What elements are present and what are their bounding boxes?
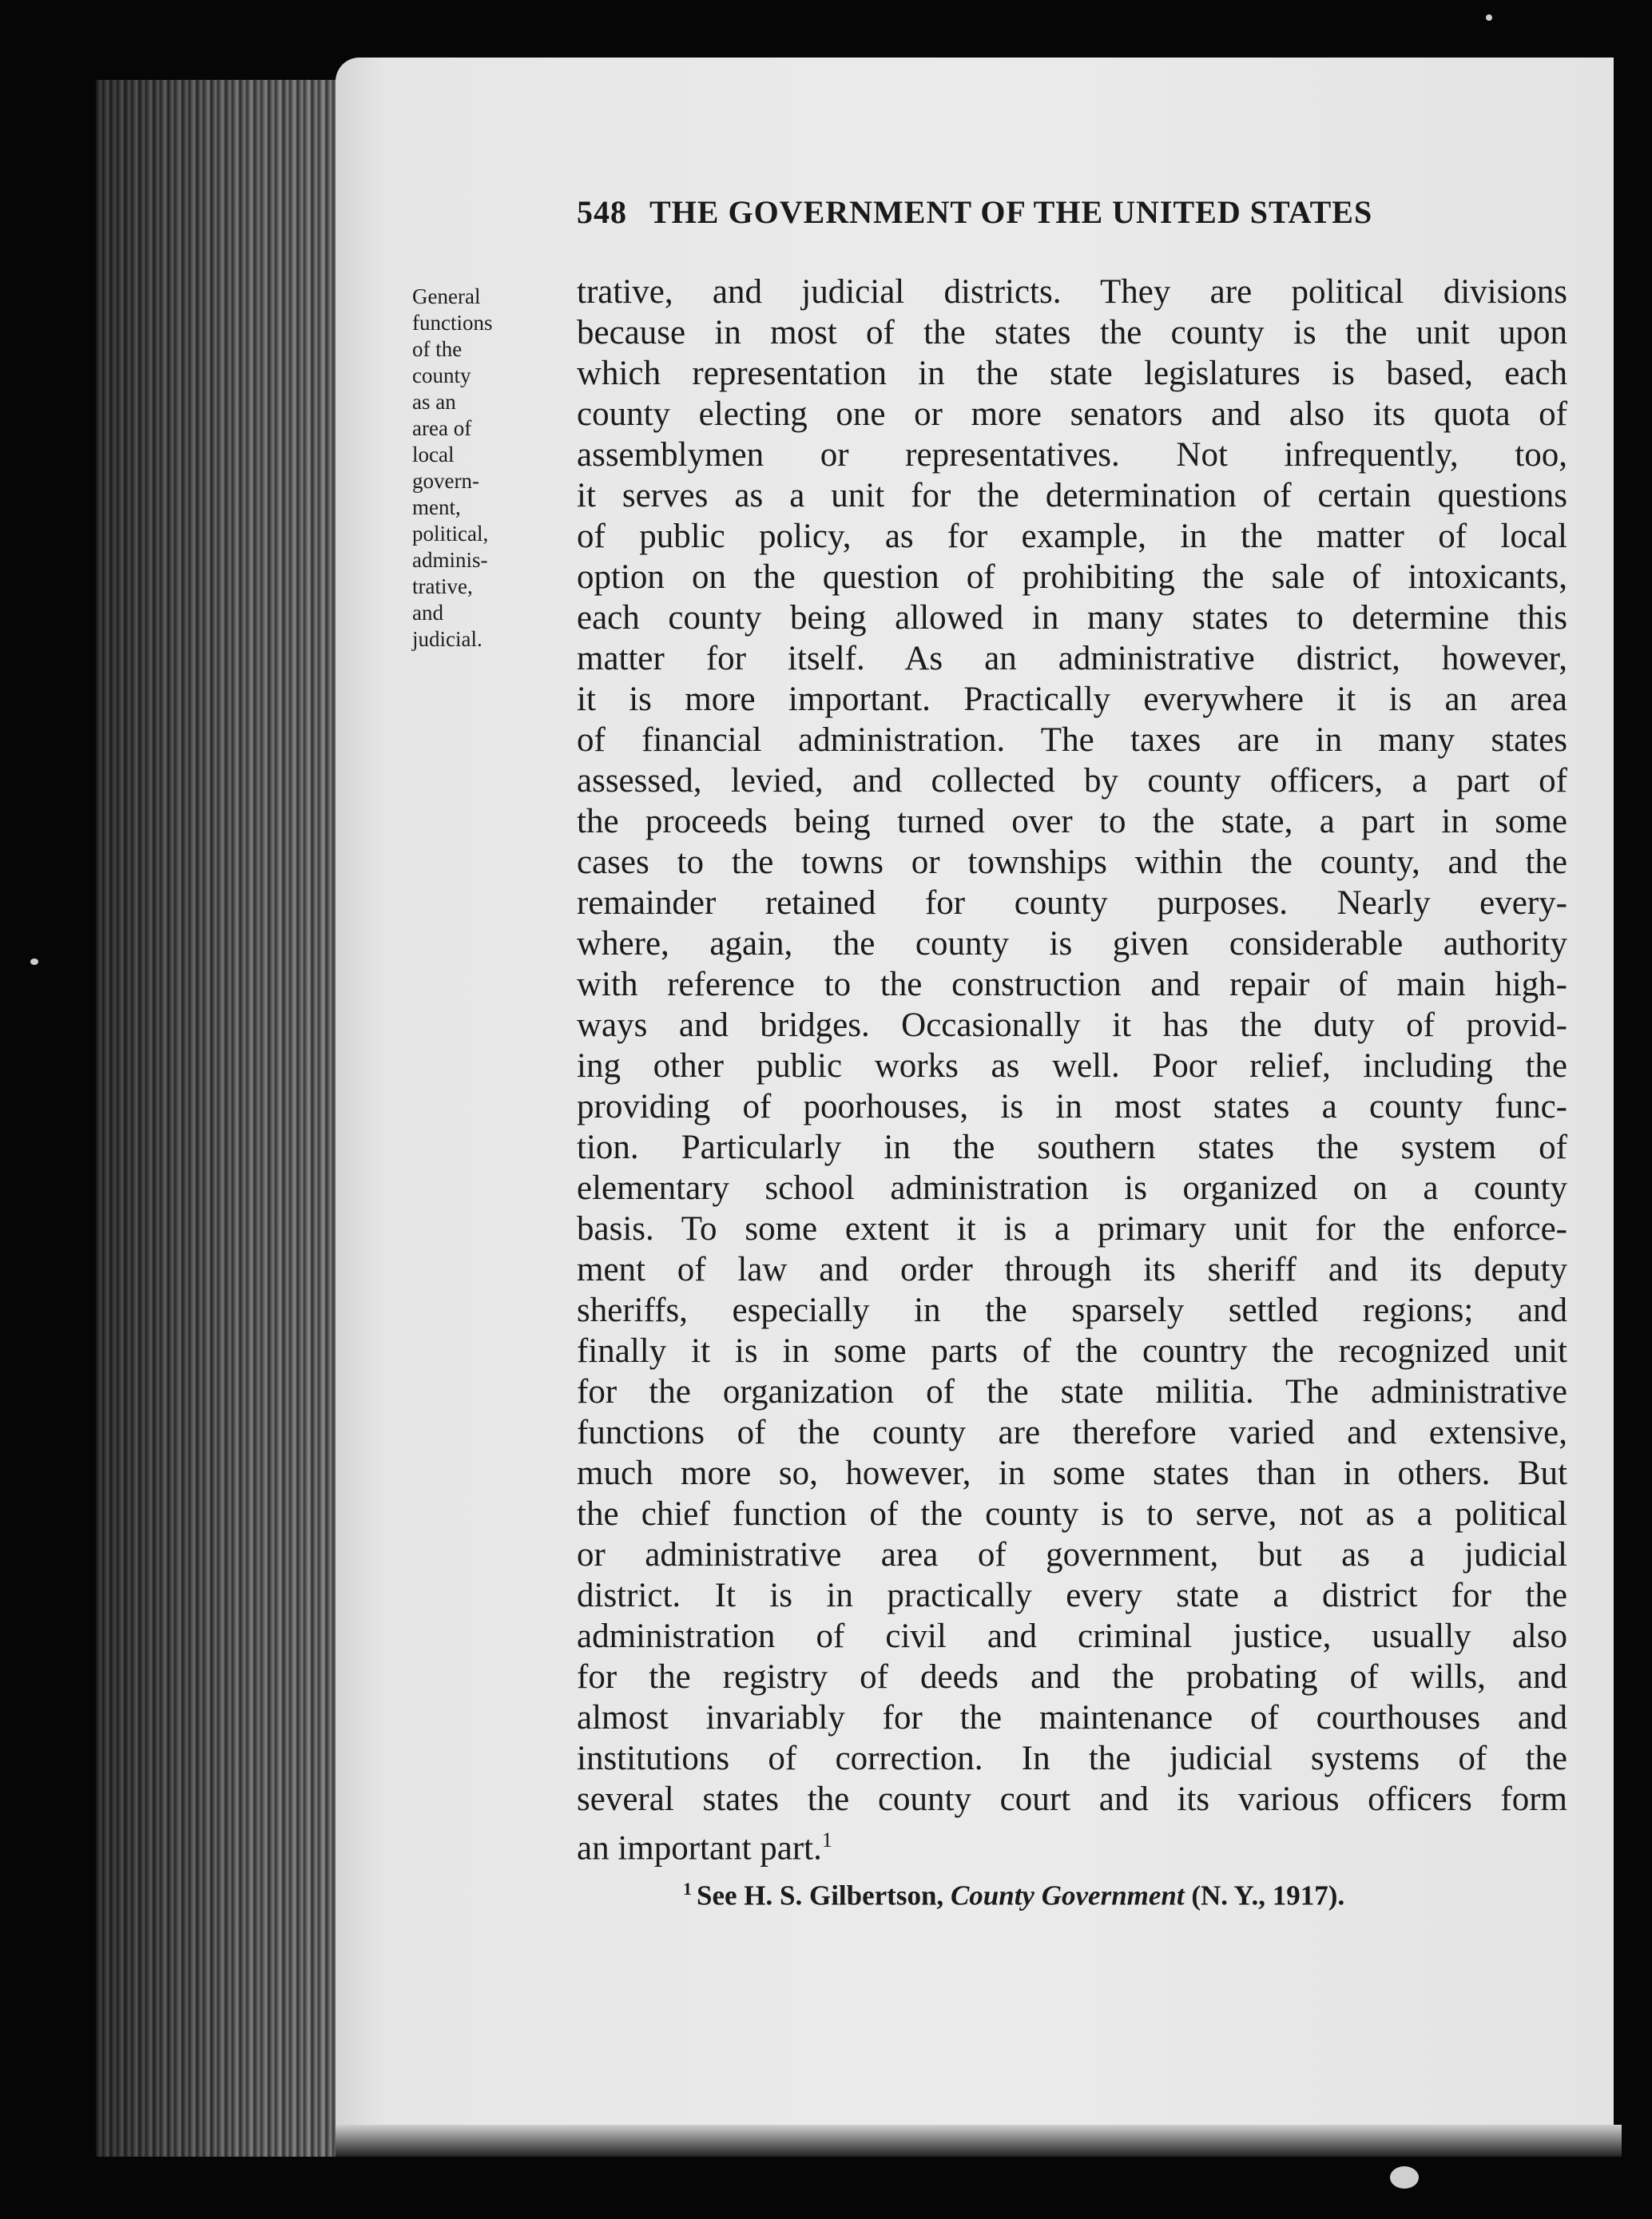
page-stack-shadow — [96, 80, 367, 2157]
body-line — [577, 1494, 1567, 1534]
body-line-text: or administrative area of government, but as a judicial — [577, 1536, 1567, 1574]
margin-note-line: General — [412, 284, 481, 308]
margin-note-line: govern- — [412, 469, 479, 493]
body-line-text: ment of law and order through its sheriff and its deputy — [577, 1251, 1567, 1288]
body-line-text: elementary school administration is organized on a county — [577, 1169, 1567, 1207]
running-title: THE GOVERNMENT OF THE UNITED STATES — [649, 194, 1373, 230]
body-line-text: basis. To some extent it is a primary unit for the enforce- — [577, 1210, 1567, 1248]
body-line — [577, 1331, 1567, 1371]
body-line — [577, 1616, 1567, 1657]
body-line — [577, 801, 1567, 842]
body-line — [577, 760, 1567, 801]
body-line-text: it serves as a unit for the determination of certain questions — [577, 477, 1567, 514]
margin-note-line: political, — [412, 522, 489, 546]
margin-note-line: of the — [412, 337, 463, 361]
body-line — [577, 1168, 1567, 1209]
body-line — [577, 1534, 1567, 1575]
page-number: 548 — [577, 194, 627, 230]
body-line-text: because in most of the states the county is the unit upon — [577, 314, 1567, 351]
margin-note-line: functions — [412, 311, 493, 335]
body-line — [577, 1290, 1567, 1331]
body-line — [577, 1371, 1567, 1412]
body-line — [577, 1820, 1567, 1868]
body-line — [577, 1697, 1567, 1738]
body-line-text: functions of the county are therefore varied and extensive, — [577, 1414, 1567, 1451]
footnote-marker: 1 — [683, 1879, 692, 1899]
margin-note-line: and — [412, 601, 443, 625]
body-line — [577, 1412, 1567, 1453]
margin-note-line: trative, — [412, 574, 473, 598]
scan-speck — [1390, 2166, 1419, 2189]
body-line-text: administration of civil and criminal justice, usually also — [577, 1618, 1567, 1655]
body-line-text: for the organization of the state militia. The administrative — [577, 1373, 1567, 1411]
scan-speck — [1486, 14, 1492, 21]
body-line-text: which representation in the state legislatures is based, each — [577, 355, 1567, 392]
body-line-text: ing other public works as well. Poor relief, including the — [577, 1047, 1567, 1085]
page-bottom-edge — [336, 2125, 1622, 2157]
body-line — [577, 964, 1567, 1005]
running-head — [577, 193, 1463, 231]
body-line — [577, 435, 1567, 475]
body-line-text: assessed, levied, and collected by county officers, a part of — [577, 762, 1567, 800]
body-line — [577, 1657, 1567, 1697]
body-line-text: district. It is in practically every state a district for the — [577, 1577, 1567, 1614]
body-line-text: with reference to the construction and repair of main high- — [577, 966, 1567, 1003]
body-line — [577, 1046, 1567, 1086]
body-line-text: each county being allowed in many states to determine this — [577, 599, 1567, 637]
body-line-text: county electing one or more senators and also its quota of — [577, 395, 1567, 433]
margin-note-line: adminis- — [412, 548, 488, 572]
body-line-text: where, again, the county is given considerable authority — [577, 925, 1567, 963]
body-line — [577, 597, 1567, 638]
body-line-text: several states the county court and its various officers form — [577, 1780, 1567, 1818]
margin-note-line: area of — [412, 416, 472, 440]
body-line-text: remainder retained for county purposes. Nearly every- — [577, 884, 1567, 922]
body-line — [577, 312, 1567, 353]
body-line-text: the proceeds being turned over to the state, a part in some — [577, 803, 1567, 840]
body-line-text: much more so, however, in some states than in others. But — [577, 1455, 1567, 1492]
body-line — [577, 883, 1567, 923]
body-line — [577, 1249, 1567, 1290]
footnote-title: County Government — [950, 1880, 1185, 1911]
body-line — [577, 1209, 1567, 1249]
body-line — [577, 1453, 1567, 1494]
body-line-text: providing of poorhouses, is in most states a county func- — [577, 1088, 1567, 1125]
body-line — [577, 1086, 1567, 1127]
body-line — [577, 353, 1567, 394]
body-line — [577, 516, 1567, 557]
body-line-text: of financial administration. The taxes are in many states — [577, 721, 1567, 759]
margin-note-line: judicial. — [412, 627, 482, 651]
body-line — [577, 1738, 1567, 1779]
footnote — [683, 1879, 1482, 1912]
body-line — [577, 272, 1567, 312]
body-text — [577, 272, 1567, 1868]
body-line — [577, 679, 1567, 720]
footnote-prefix: See H. S. Gilbertson, — [697, 1880, 944, 1911]
footnote-reference: 1 — [821, 1828, 832, 1852]
body-line-text: trative, and judicial districts. They are political divisions — [577, 273, 1567, 311]
footnote-suffix: (N. Y., 1917). — [1191, 1880, 1345, 1911]
margin-note-line: ment, — [412, 495, 461, 519]
body-line-text: tion. Particularly in the southern states the system of — [577, 1129, 1567, 1166]
body-line — [577, 842, 1567, 883]
body-line — [577, 1575, 1567, 1616]
body-line — [577, 1779, 1567, 1820]
margin-note-line: local — [412, 443, 455, 466]
body-line-text: ways and bridges. Occasionally it has the duty of provid- — [577, 1006, 1567, 1044]
body-line-text: sheriffs, especially in the sparsely settled regions; and — [577, 1292, 1567, 1329]
body-line — [577, 1127, 1567, 1168]
margin-note — [412, 284, 532, 653]
body-line-text: finally it is in some parts of the country the recognized unit — [577, 1332, 1567, 1370]
body-line-text: option on the question of prohibiting the sale of intoxicants, — [577, 558, 1567, 596]
body-line-text: of public policy, as for example, in the matter of local — [577, 518, 1567, 555]
body-line-text: for the registry of deeds and the probating of wills, and — [577, 1658, 1567, 1696]
body-line — [577, 394, 1567, 435]
body-line-text: matter for itself. As an administrative district, however, — [577, 640, 1567, 677]
body-line-text: almost invariably for the maintenance of courthouses and — [577, 1699, 1567, 1737]
body-line — [577, 475, 1567, 516]
body-line — [577, 923, 1567, 964]
body-line-text: institutions of correction. In the judicial systems of the — [577, 1740, 1567, 1777]
body-line-text: it is more important. Practically everywhere it is an area — [577, 681, 1567, 718]
body-line-text: an important part. — [577, 1829, 822, 1868]
body-line-text: cases to the towns or townships within the county, and the — [577, 844, 1567, 881]
body-line-text: assemblymen or representatives. Not infrequently, too, — [577, 436, 1567, 474]
margin-note-line: county — [412, 363, 471, 387]
body-line — [577, 720, 1567, 760]
body-line — [577, 638, 1567, 679]
body-line — [577, 1005, 1567, 1046]
body-line-text: the chief function of the county is to serve, not as a political — [577, 1495, 1567, 1533]
body-line — [577, 557, 1567, 597]
margin-note-line: as an — [412, 390, 456, 414]
scan-speck — [30, 959, 38, 965]
